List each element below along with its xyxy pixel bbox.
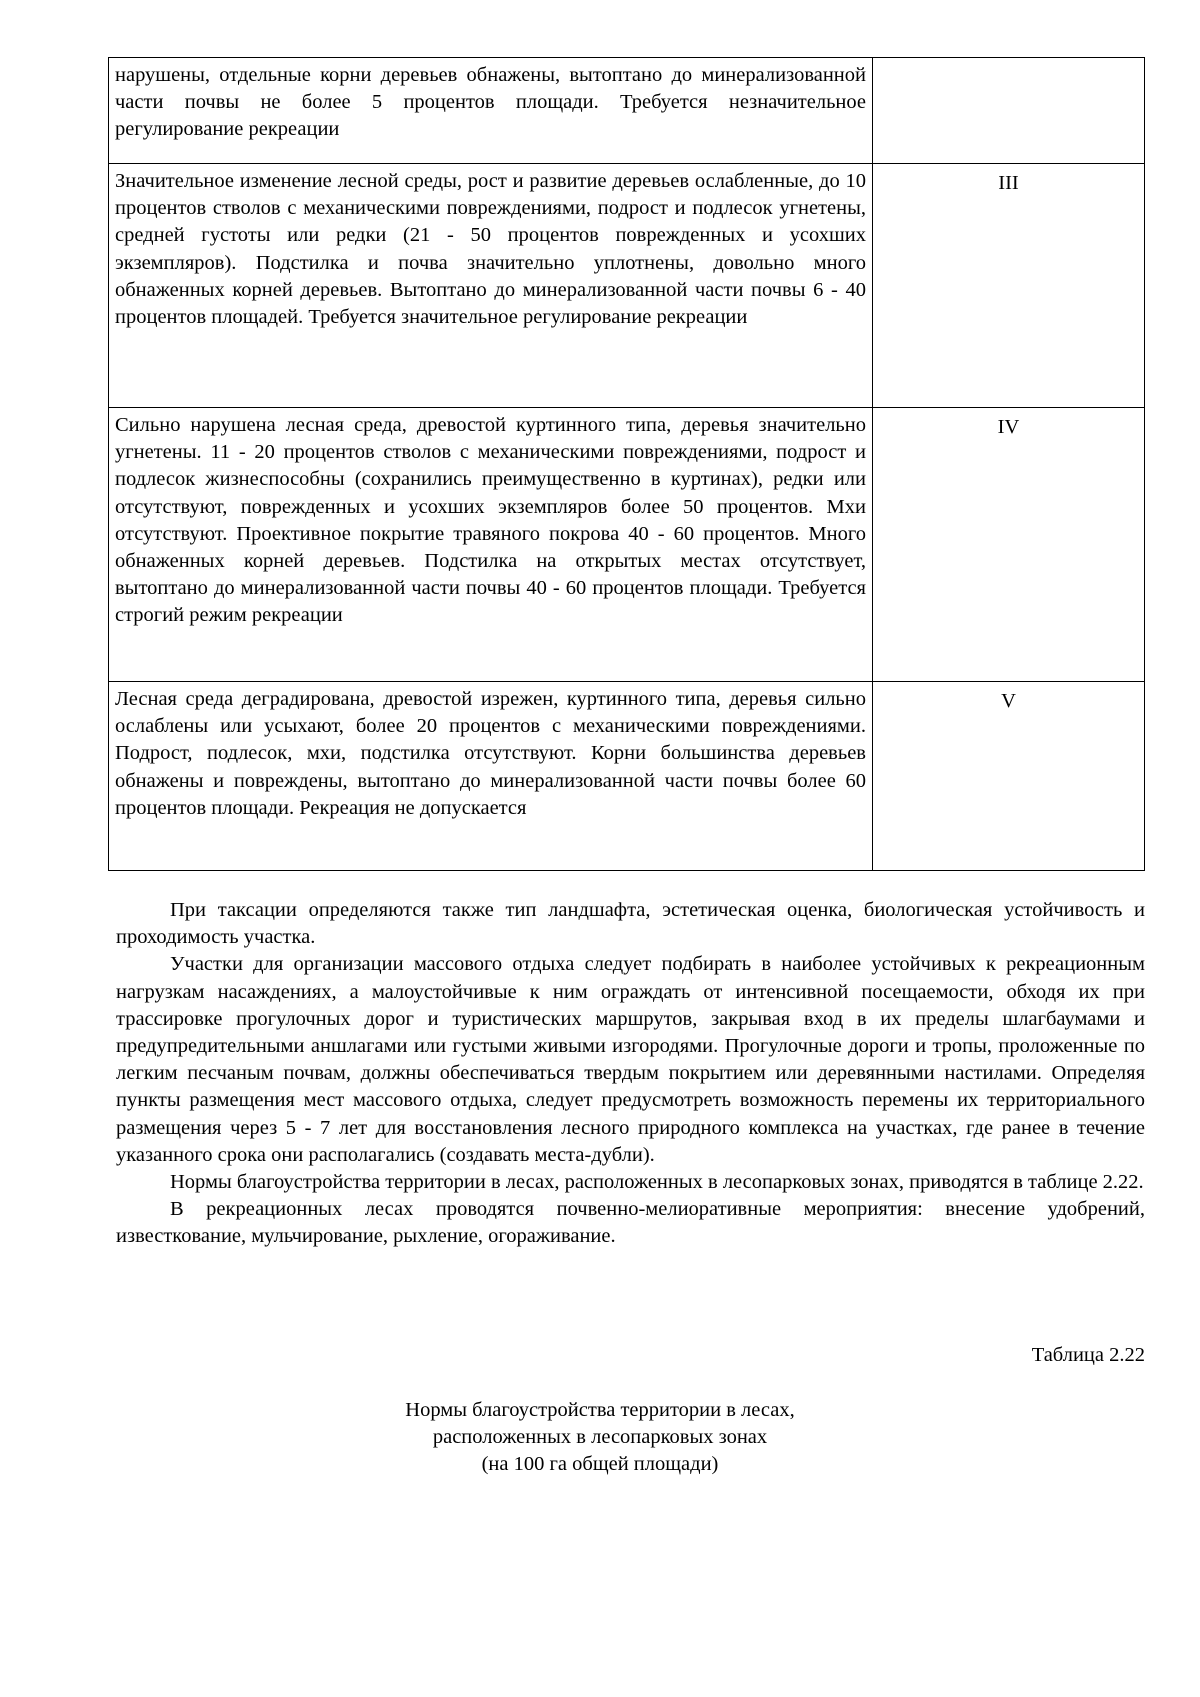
table-title-line: расположенных в лесопарковых зонах	[432, 1426, 768, 1448]
table-title	[300, 1397, 900, 1478]
table-number: Таблица 2.22	[1031, 1344, 1145, 1366]
table-row	[109, 164, 1145, 408]
table-title-line: (на 100 га общей площади)	[481, 1453, 719, 1475]
recreation-stage-table	[108, 57, 1145, 871]
table-row	[109, 682, 1145, 871]
table-row	[109, 58, 1145, 164]
table-row	[109, 408, 1145, 682]
paragraph: Участки для организации массового отдыха следует подбирать в наиболее устойчивых к рекреационным нагрузкам насаждениях, а малоустойчивые к ним ограждать от интенсивной посещаемости, обходя их при трассировке прогулочных дорог и туристических маршрутов, закрывая вход в их пределы шлагбаумами и предупредительными аншлагами или густыми живыми изгородями. Прогулочные дороги и тропы, проложенные по легким песчаным почвам, должны обеспечиваться твердым покрытием или деревянными настилами. Определяя пункты размещения мест массового отдыха, следует предусмотреть возможность перемены их территориального размещения через 5 - 7 лет для восстановления лесного природного комплекса на участках, где ранее в течение указанного срока они располагались (создавать места-дубли).	[116, 953, 1145, 1166]
paragraph: В рекреационных лесах проводятся почвенно-мелиоративные мероприятия: внесение удобрений, известкование, мульчирование, рыхление, огораживание.	[116, 1198, 1145, 1248]
stage-description: Сильно нарушена лесная среда, древостой куртинного типа, деревья значительно угнетены. 11 - 20 процентов стволов с механическими повреждениями, подрост и подлесок жизнеспособны (сохранились преимущественно в куртинах), редки или отсутствуют, поврежденных и усохших экземпляров более 50 процентов. Мхи отсутствуют. Проективное покрытие травяного покрова 40 - 60 процентов. Много обнаженных корней деревьев. Подстилка на открытых местах отсутствует, вытоптано до минерализованной части почвы 40 - 60 процентов площади. Требуется строгий режим рекреации	[109, 408, 873, 682]
stage-description: нарушены, отдельные корни деревьев обнажены, вытоптано до минерализованной части почвы не более 5 процентов площади. Требуется незначительное регулирование рекреации	[109, 58, 873, 164]
table-title-line: Нормы благоустройства территории в лесах,	[405, 1399, 795, 1421]
paragraph: Нормы благоустройства территории в лесах, расположенных в лесопарковых зонах, приводятся в таблице 2.22.	[170, 1171, 1144, 1194]
paragraph: При таксации определяются также тип ландшафта, эстетическая оценка, биологическая устойчивость и проходимость участка.	[116, 899, 1145, 949]
stage-description: Значительное изменение лесной среды, рост и развитие деревьев ослабленные, до 10 процентов стволов с механическими повреждениями, подрост и подлесок угнетены, средней густоты или редки (21 - 50 процентов поврежденных и усохших экземпляров). Подстилка и почва значительно уплотнены, довольно много обнаженных корней деревьев. Вытоптано до минерализованной части почвы 6 - 40 процентов площадей. Требуется значительное регулирование рекреации	[109, 164, 873, 408]
stage-grade: III	[873, 164, 1145, 408]
stage-description: Лесная среда деградирована, древостой изрежен, куртинного типа, деревья сильно ослаблены или усыхают, более 20 процентов с механическими повреждениями. Подрост, подлесок, мхи, подстилка отсутствуют. Корни большинства деревьев обнажены и повреждены, вытоптано до минерализованной части почвы более 60 процентов площади. Рекреация не допускается	[109, 682, 873, 871]
stage-grade: IV	[873, 408, 1145, 682]
stage-grade: V	[873, 682, 1145, 871]
stage-grade	[873, 58, 1145, 164]
body-text	[116, 897, 1145, 1251]
